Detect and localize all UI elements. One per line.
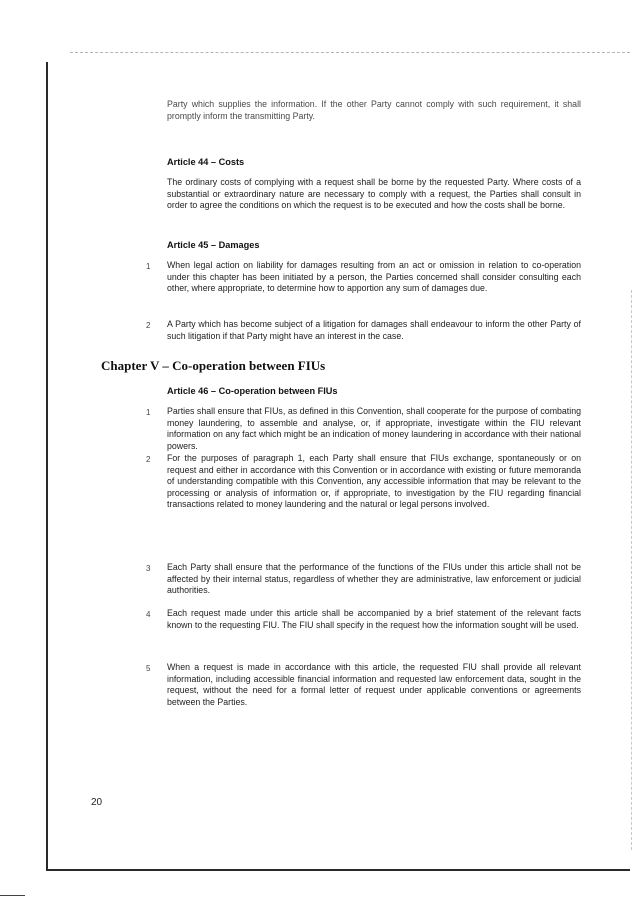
continuation-paragraph: Party which supplies the information. If the other Party cannot comply with such requirement, it shall promptly inform the transmitting Party. xyxy=(167,99,581,121)
article-45-item-1-number: 1 xyxy=(146,262,151,271)
article-45-item-2-number: 2 xyxy=(146,321,151,330)
article-45-title: Article 45 – Damages xyxy=(167,240,260,250)
article-46-item-4-text: Each request made under this article shall be accompanied by a brief statement of the relevant facts known to the requesting FIU. The FIU shall specify in the request how the information sought will be used. xyxy=(167,608,581,630)
article-46-item-5-text: When a request is made in accordance with this article, the requested FIU shall provide all relevant information, including accessible financial information and requested law enforcement data, sought in the request, without the need for a formal letter of request under applicable conventions or agreements between the Parties. xyxy=(167,662,581,707)
article-44-title: Article 44 – Costs xyxy=(167,157,245,167)
article-46-item-1-text: Parties shall ensure that FIUs, as defined in this Convention, shall cooperate for the purpose of combating money laundering, to assemble and analyse, or, if appropriate, investigate within the FIU relevant information on any fact which might be an indication of money laundering in accordance with their national powers. xyxy=(167,406,581,451)
page-number: 20 xyxy=(91,797,103,808)
article-46-item-3-text: Each Party shall ensure that the performance of the functions of the FIUs under this article shall not be affected by their internal status, regardless of whether they are administrative, law enforcement or judicial authorities. xyxy=(167,562,581,596)
article-45-item-2-text: A Party which has become subject of a litigation for damages shall endeavour to inform the other Party of such litigation if that Party might have an interest in the case. xyxy=(167,319,581,341)
right-scan-edge xyxy=(631,290,632,850)
scan-artifact-line xyxy=(0,895,25,896)
article-46-item-2-number: 2 xyxy=(146,455,151,464)
article-45-item-1-text: When legal action on liability for damages resulting from an act or omission in relation to co-operation under this chapter has been initiated by a person, the Parties concerned shall consider consulting each other, where appropriate, to determine how to apportion any sum of damages due. xyxy=(167,260,581,294)
top-scan-rule xyxy=(70,52,630,53)
article-46-item-2-text: For the purposes of paragraph 1, each Party shall ensure that FIUs exchange, spontaneously or on request and either in accordance with this Convention or in accordance with existing or future memoranda of understanding compatible with this Convention, any accessible information that may be relevant to the processing or analysis of information or, if appropriate, to investigation by the FIU regarding financial transactions related to money laundering and the natural or legal persons involved. xyxy=(167,453,581,510)
chapter-heading: Chapter V – Co-operation between FIUs xyxy=(101,358,326,373)
article-46-item-5-number: 5 xyxy=(146,664,151,673)
article-44-text: The ordinary costs of complying with a request shall be borne by the requested Party. Where costs of a substantial or extraordinary nature are necessary to comply with a request, the Parties shall consult in order to agree the conditions on which the request is to be executed and how the costs shall be borne. xyxy=(167,177,581,211)
left-margin-rule xyxy=(46,62,48,870)
article-46-item-4-number: 4 xyxy=(146,610,151,619)
bottom-margin-rule xyxy=(46,869,630,871)
article-46-item-3-number: 3 xyxy=(146,564,151,573)
article-46-title: Article 46 – Co-operation between FIUs xyxy=(167,386,338,396)
article-46-item-1-number: 1 xyxy=(146,408,151,417)
